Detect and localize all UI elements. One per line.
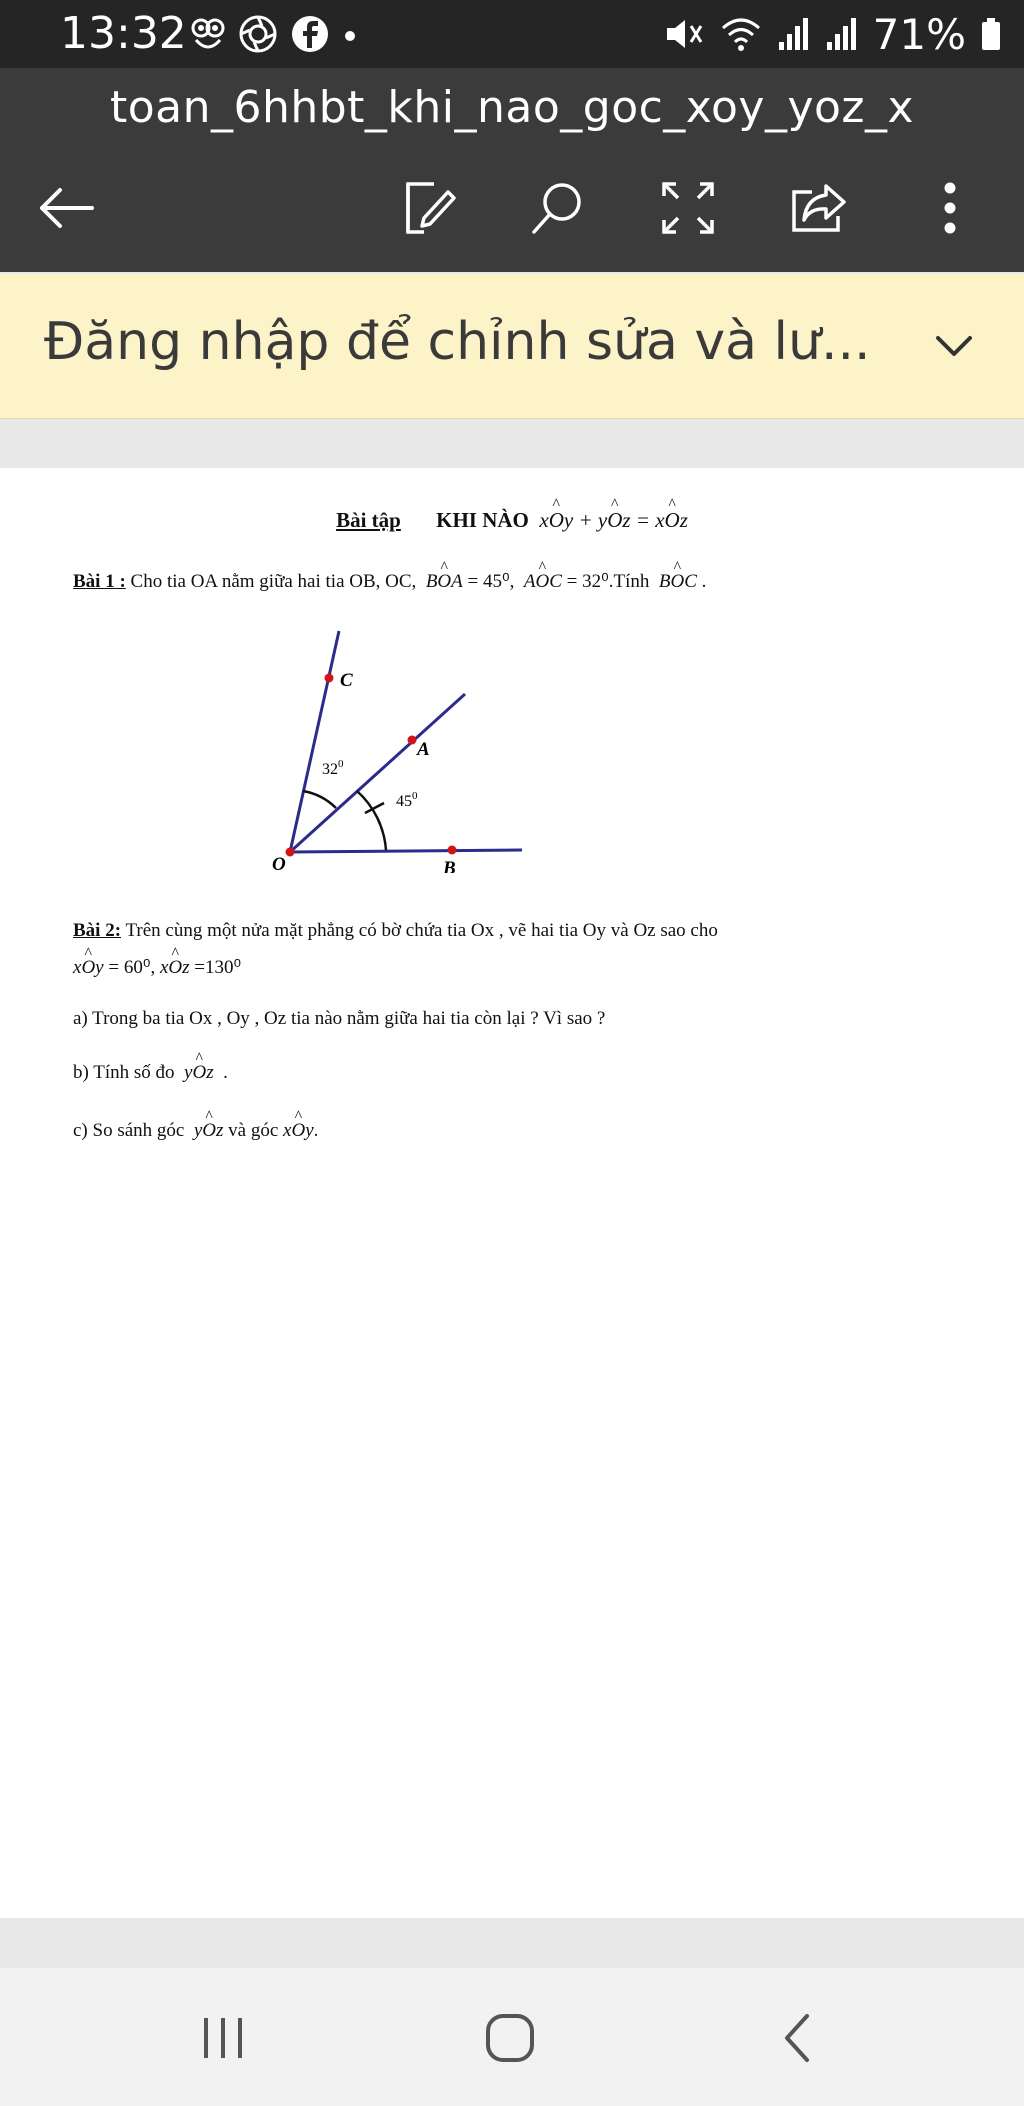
ex2-xoz: =130⁰ xyxy=(194,957,242,978)
fullscreen-button[interactable] xyxy=(648,168,728,248)
share-button[interactable] xyxy=(778,168,858,248)
dot-icon xyxy=(342,14,358,54)
signin-banner-text: Đăng nhập để chỉnh sửa và lư... xyxy=(44,312,871,372)
exercise-2-part-c: c) So sánh góc y^ Oz và góc x^ Oy. xyxy=(73,1120,318,1142)
fullscreen-icon xyxy=(660,180,716,236)
ex1-text: Cho tia OA nằm giữa hai tia OB, OC, xyxy=(130,571,417,592)
ray-oc xyxy=(290,631,339,852)
aperture-icon xyxy=(238,14,278,54)
signin-banner[interactable] xyxy=(0,274,1024,419)
label-a: A xyxy=(417,739,430,760)
angle-label-32: $32^0$ xyxy=(322,758,344,778)
back-arrow-icon xyxy=(36,183,96,233)
edit-button[interactable] xyxy=(390,168,470,248)
ray-oa xyxy=(290,694,465,852)
share-icon xyxy=(788,180,848,236)
arc-45 xyxy=(357,791,386,850)
back-button[interactable] xyxy=(26,168,106,248)
exercise-1: Bài 1 : Cho tia OA nằm giữa hai tia OB, OC, B^ OA = 45⁰, A^ OC = 32⁰.Tính B^ OC . xyxy=(73,570,706,593)
label-o: O xyxy=(272,854,286,873)
label-c: C xyxy=(340,670,353,691)
angle-label-45: $45^0$ xyxy=(396,790,418,810)
document-page xyxy=(0,468,1024,1918)
ex1-aoc: = 32⁰.Tính xyxy=(566,571,650,592)
back-icon xyxy=(777,2011,817,2065)
status-bar xyxy=(0,0,1024,68)
search-icon xyxy=(528,178,588,238)
point-a xyxy=(408,736,417,745)
heading-formula: x^ Oy + y^ Oz = x^ Oz xyxy=(534,508,688,532)
recents-button[interactable] xyxy=(178,1998,268,2078)
part-c-mid: và góc xyxy=(228,1120,279,1141)
status-time: 13:32 xyxy=(60,8,187,59)
more-icon xyxy=(940,180,960,236)
mute-icon xyxy=(663,14,705,54)
edit-icon xyxy=(400,178,460,238)
heading-text: KHI NÀO xyxy=(436,508,529,532)
signal-icon xyxy=(777,14,811,54)
home-button[interactable] xyxy=(465,1998,555,2078)
search-button[interactable] xyxy=(518,168,598,248)
app-bar xyxy=(0,68,1024,272)
arc-32 xyxy=(303,791,336,808)
wifi-icon xyxy=(719,14,763,54)
ex2-label: Bài 2: xyxy=(73,920,122,941)
more-button[interactable] xyxy=(910,168,990,248)
exercise-2-part-b: b) Tính số đo y^ Oz . xyxy=(73,1062,228,1084)
battery-icon xyxy=(980,14,1002,54)
home-icon xyxy=(483,2011,537,2065)
exercise-2 xyxy=(73,920,718,942)
heading-label: Bài tập xyxy=(336,508,401,532)
part-b-text: b) Tính số đo xyxy=(73,1062,175,1083)
nav-back-button[interactable] xyxy=(752,1998,842,2078)
point-c xyxy=(325,674,334,683)
point-b xyxy=(448,846,457,855)
ex2-xoy: = 60⁰, xyxy=(108,957,156,978)
facebook-icon xyxy=(290,14,330,54)
owl-icon xyxy=(190,14,226,54)
page-heading xyxy=(0,508,1024,533)
ex1-boa: = 45⁰, xyxy=(467,571,515,592)
part-c-prefix: c) So sánh góc xyxy=(73,1120,185,1141)
ray-ob xyxy=(290,850,522,852)
part-c-end: . xyxy=(313,1120,319,1141)
ex2-text: Trên cùng một nửa mặt phẳng có bờ chứa tia Ox , vẽ hai tia Oy và Oz sao cho xyxy=(125,920,718,941)
point-o xyxy=(286,848,295,857)
system-nav-bar xyxy=(0,1968,1024,2106)
page-gutter xyxy=(0,1918,1024,1968)
recents-icon xyxy=(198,2013,248,2063)
exercise-2-part-a: a) Trong ba tia Ox , Oy , Oz tia nào nằm giữa hai tia còn lại ? Vì sao ? xyxy=(73,1008,606,1029)
battery-percent: 71% xyxy=(872,9,966,59)
geometry-figure xyxy=(250,628,540,873)
label-b: B xyxy=(443,858,456,873)
ex1-label: Bài 1 : xyxy=(73,571,126,592)
document-title: toan_6hhbt_khi_nao_goc_xoy_yoz_x xyxy=(109,82,915,133)
chevron-down-icon[interactable] xyxy=(924,316,984,376)
signal-icon xyxy=(825,14,859,54)
exercise-2-given: x^ Oy = 60⁰, x^ Oz =130⁰ xyxy=(73,956,241,979)
